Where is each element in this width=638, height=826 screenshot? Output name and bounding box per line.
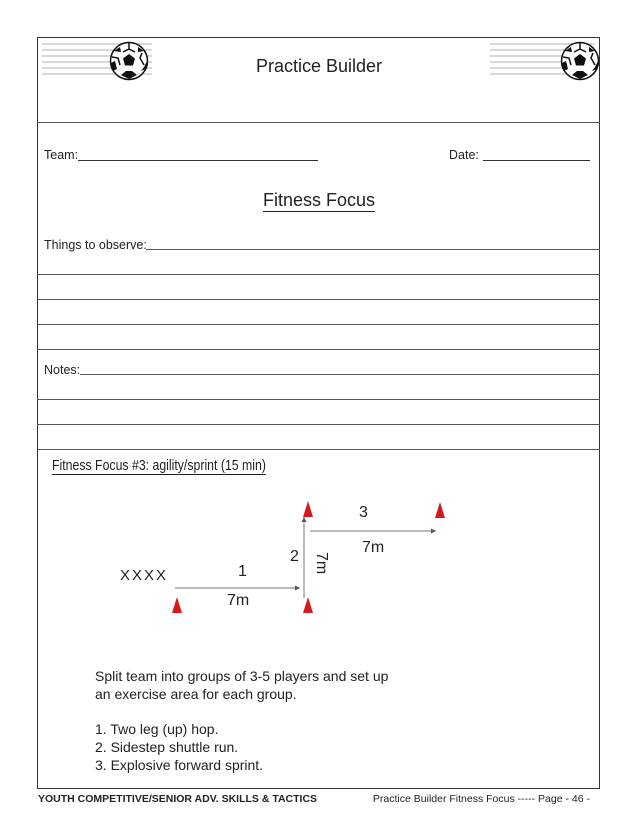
instruction-line: an exercise area for each group. xyxy=(95,686,297,702)
leg-2-number: 2 xyxy=(290,548,299,565)
section-title: Fitness Focus xyxy=(262,190,376,210)
cone-icon xyxy=(303,597,313,613)
footer-page-info: Practice Builder Fitness Focus ----- Page - 46 - xyxy=(372,793,590,805)
instruction-line: Split team into groups of 3-5 players and set up xyxy=(95,668,389,684)
observe-label: Things to observe: xyxy=(44,238,147,252)
page-title: Practice Builder xyxy=(255,56,383,76)
footer-title: YOUTH COMPETITIVE/SENIOR ADV. SKILLS & TACTICS xyxy=(38,793,318,805)
team-label: Team: xyxy=(44,148,79,162)
leg-1-distance: 7m xyxy=(227,592,250,609)
step-item: 1. Two leg (up) hop. xyxy=(95,721,219,737)
drill-title: Fitness Focus #3: agility/sprint (15 min) xyxy=(52,457,266,474)
leg-3-distance: 7m xyxy=(362,539,385,556)
leg-2-distance: 7m xyxy=(313,552,330,575)
cone-icon xyxy=(435,502,445,518)
players-marker: XXXX xyxy=(120,567,169,584)
leg-1-number: 1 xyxy=(238,563,247,580)
notes-label: Notes: xyxy=(44,363,81,377)
date-label: Date: xyxy=(449,148,479,162)
cone-icon xyxy=(303,501,313,517)
step-item: 2. Sidestep shuttle run. xyxy=(95,739,239,755)
leg-3-number: 3 xyxy=(359,504,368,521)
cone-icon xyxy=(172,597,182,613)
step-item: 3. Explosive forward sprint. xyxy=(95,757,264,773)
